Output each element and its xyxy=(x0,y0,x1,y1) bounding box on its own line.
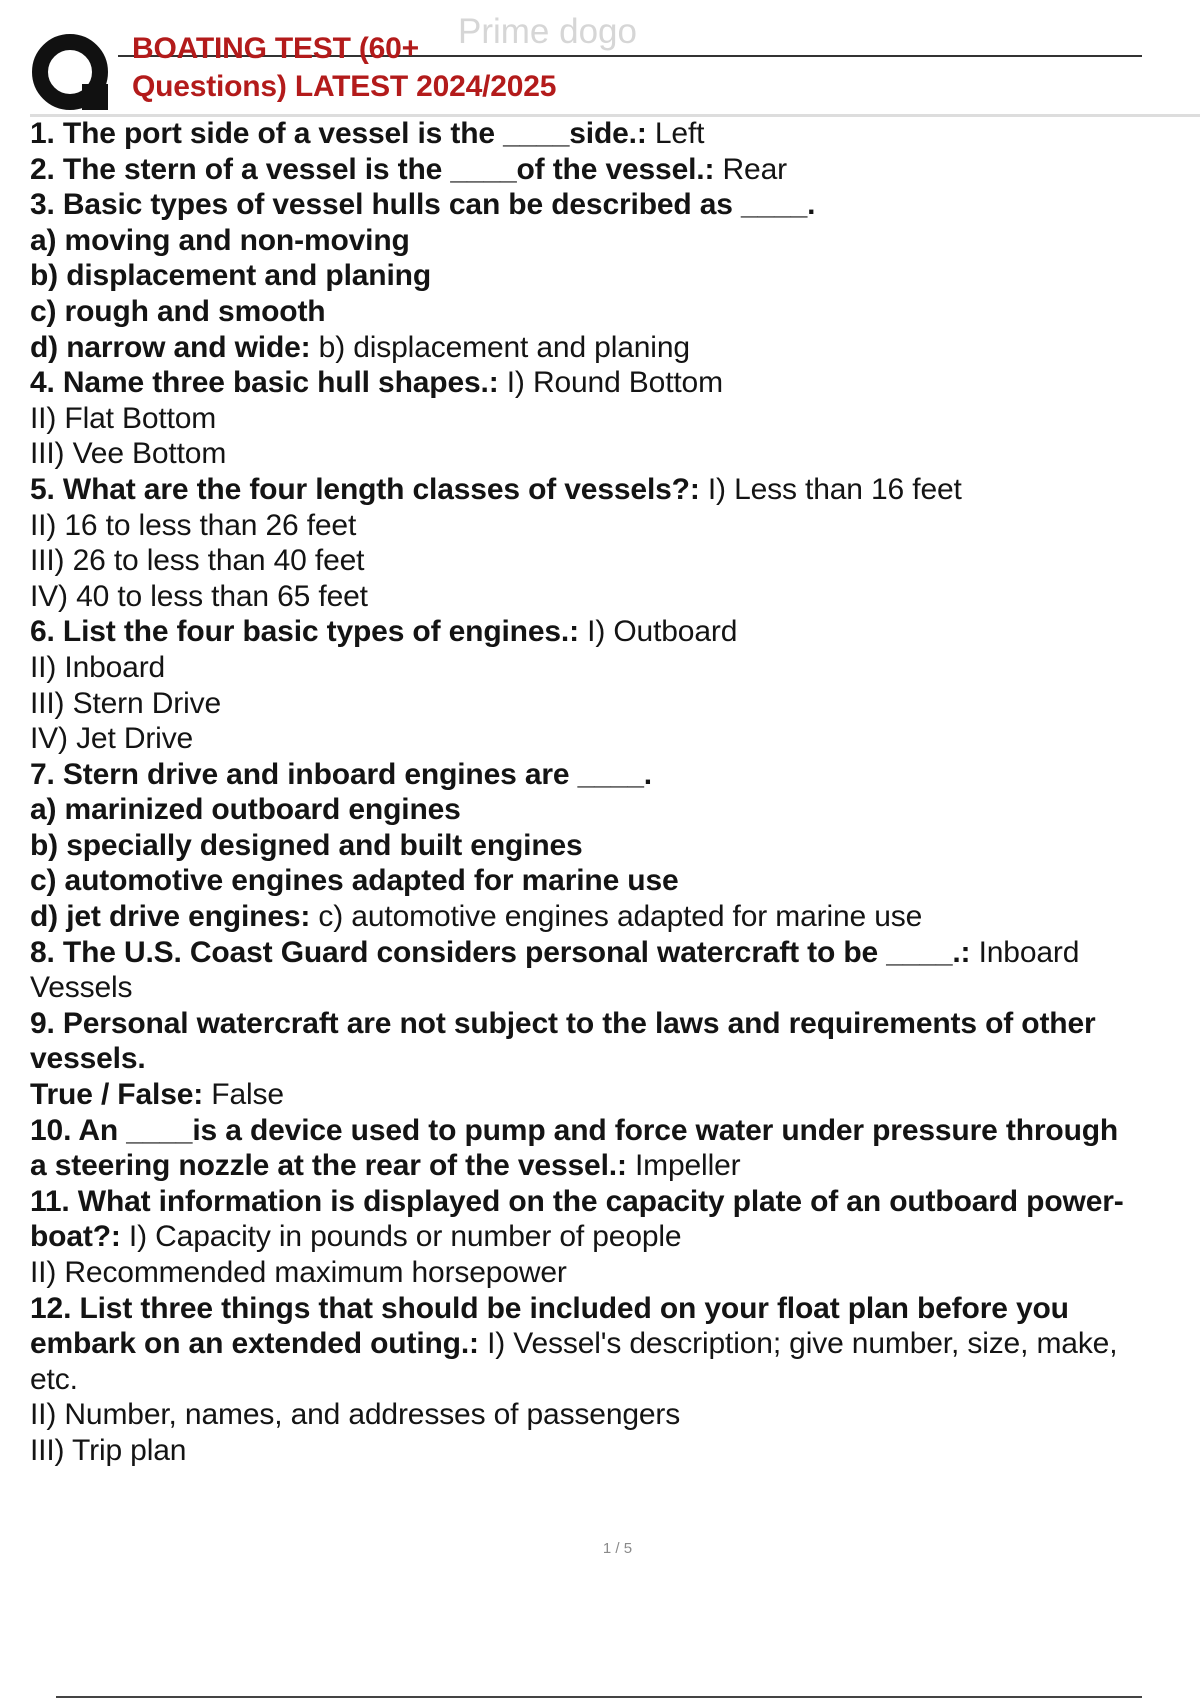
document-line xyxy=(30,401,1195,437)
document-line xyxy=(30,1326,1195,1362)
question-text: 3. Basic types of vessel hulls can be described as ____. xyxy=(30,188,816,222)
answer-text: c) automotive engines adapted for marine use xyxy=(310,900,923,934)
document-line xyxy=(30,614,1195,650)
question-text: boat?: xyxy=(30,1220,121,1254)
question-text: a) moving and non-moving xyxy=(30,223,410,257)
document-title-line-1: BOATING TEST (60+ xyxy=(132,32,419,65)
question-text: 6. List the four basic types of engines.: xyxy=(30,615,579,649)
document-line xyxy=(30,223,1195,259)
answer-text: II) Flat Bottom xyxy=(30,401,217,435)
document-line xyxy=(30,1113,1195,1149)
question-text: 9. Personal watercraft are not subject to the laws and requirements of other xyxy=(30,1006,1096,1040)
document-line xyxy=(30,1291,1195,1327)
page-number: 1 / 5 xyxy=(602,1540,633,1557)
document-line xyxy=(30,721,1195,757)
answer-text: II) Number, names, and addresses of passengers xyxy=(30,1398,681,1432)
question-text: vessels. xyxy=(30,1042,146,1076)
answer-text: Left xyxy=(646,117,705,150)
document-line xyxy=(30,1006,1195,1042)
q-logo-icon xyxy=(30,32,114,116)
document-line xyxy=(30,650,1195,686)
answer-text: III) Trip plan xyxy=(30,1433,187,1467)
question-list xyxy=(30,116,1195,1469)
document-line xyxy=(30,935,1195,971)
question-text: c) rough and smooth xyxy=(30,294,326,328)
question-text: b) specially designed and built engines xyxy=(30,828,583,862)
question-text: 11. What information is displayed on the capacity plate of an outboard power- xyxy=(30,1184,1124,1218)
footer-rule xyxy=(56,1696,1142,1698)
answer-text: II) Recommended maximum horsepower xyxy=(30,1256,567,1289)
document-line xyxy=(30,294,1195,330)
question-text: 4. Name three basic hull shapes.: xyxy=(30,366,499,400)
document-title-line-2: Questions) LATEST 2024/2025 xyxy=(132,70,557,103)
document-header xyxy=(0,0,1200,120)
question-text: 12. List three things that should be included on your float plan before you xyxy=(30,1291,1069,1325)
answer-text: I) Round Bottom xyxy=(498,366,723,400)
answer-text: I) Outboard xyxy=(578,615,738,649)
document-line xyxy=(30,1397,1195,1433)
document-line xyxy=(30,1433,1195,1469)
question-text: embark on an extended outing.: xyxy=(30,1327,479,1361)
question-text: c) automotive engines adapted for marine use xyxy=(30,864,679,898)
question-text: d) narrow and wide: xyxy=(30,330,311,364)
document-line xyxy=(30,187,1195,223)
question-text: d) jet drive engines: xyxy=(30,900,311,934)
answer-text: etc. xyxy=(30,1362,78,1396)
answer-text: III) 26 to less than 40 feet xyxy=(30,544,365,578)
document-line xyxy=(30,1219,1195,1255)
question-text: a) marinized outboard engines xyxy=(30,793,461,827)
document-line xyxy=(30,365,1195,401)
document-line xyxy=(30,436,1195,472)
question-text: b) displacement and planing xyxy=(30,259,431,293)
document-line xyxy=(30,863,1195,899)
document-line xyxy=(30,1255,1195,1291)
answer-text: I) Vessel's description; give number, size, make, xyxy=(478,1327,1118,1361)
answer-text: Rear xyxy=(714,152,787,186)
document-line xyxy=(30,757,1195,793)
answer-text: Inboard xyxy=(970,935,1080,969)
document-line xyxy=(30,472,1195,508)
question-text: 7. Stern drive and inboard engines are ____. xyxy=(30,757,652,791)
document-line xyxy=(30,258,1195,294)
document-line xyxy=(30,1041,1195,1077)
document-line xyxy=(30,686,1195,722)
question-text: a steering nozzle at the rear of the vessel.: xyxy=(30,1149,627,1183)
document-line xyxy=(30,116,1195,152)
document-line xyxy=(30,1077,1195,1113)
document-line xyxy=(30,792,1195,828)
document-line xyxy=(30,1148,1195,1184)
question-text: 1. The port side of a vessel is the ____side.: xyxy=(30,117,647,150)
document-line xyxy=(30,543,1195,579)
answer-text: Vessels xyxy=(30,971,133,1005)
document-line xyxy=(30,970,1195,1006)
answer-text: II) Inboard xyxy=(30,650,166,684)
answer-text: II) 16 to less than 26 feet xyxy=(30,508,357,542)
watermark: Prime dogo xyxy=(458,12,637,51)
question-text: True / False: xyxy=(30,1078,204,1112)
document-line xyxy=(30,1362,1195,1398)
document-line xyxy=(30,330,1195,366)
document-line xyxy=(30,152,1195,188)
answer-text: I) Capacity in pounds or number of people xyxy=(120,1220,682,1254)
answer-text: III) Stern Drive xyxy=(30,686,221,720)
document-line xyxy=(30,828,1195,864)
answer-text: Impeller xyxy=(626,1149,741,1183)
document-line xyxy=(30,1184,1195,1220)
question-text: 2. The stern of a vessel is the ____of the vessel.: xyxy=(30,152,715,186)
question-text: 10. An ____is a device used to pump and force water under pressure through xyxy=(30,1113,1119,1147)
answer-text: I) Less than 16 feet xyxy=(699,472,962,506)
answer-text: IV) 40 to less than 65 feet xyxy=(30,579,368,613)
question-text: 5. What are the four length classes of vessels?: xyxy=(30,472,700,506)
answer-text: b) displacement and planing xyxy=(310,330,690,364)
answer-text: False xyxy=(203,1078,284,1112)
document-line xyxy=(30,508,1195,544)
document-line xyxy=(30,579,1195,615)
document-line xyxy=(30,899,1195,935)
answer-text: IV) Jet Drive xyxy=(30,722,194,756)
answer-text: III) Vee Bottom xyxy=(30,437,227,471)
question-text: 8. The U.S. Coast Guard considers personal watercraft to be ____.: xyxy=(30,935,971,969)
